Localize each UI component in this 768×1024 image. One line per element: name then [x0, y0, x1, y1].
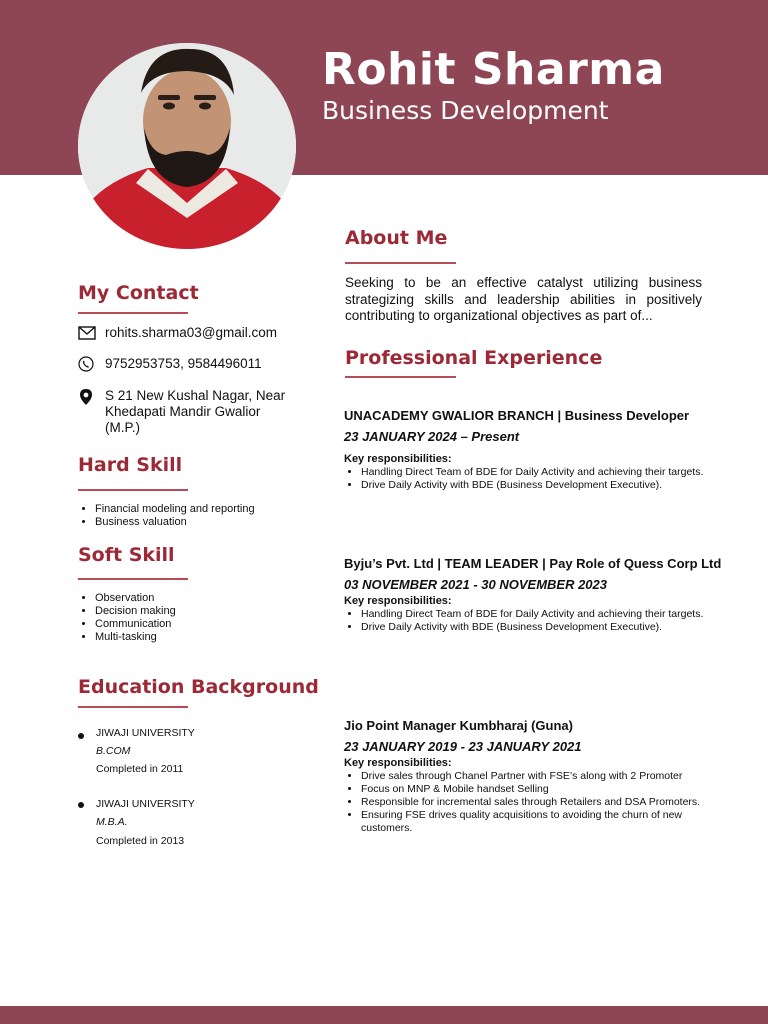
job-responsibility: • Drive sales through Chanel Partner with FSE’s along with 2 Promoter: [361, 770, 721, 783]
about-text: Seeking to be an effective catalyst utilizing business strategizing skills and leadership abilities in positively contributing to organizational objectives as part of...: [345, 275, 702, 323]
soft-skill-item: • Multi-tasking: [95, 631, 176, 644]
job-title: Byju’s Pvt. Ltd | TEAM LEADER | Pay Role of Quess Corp Ltd: [344, 556, 722, 571]
hard-skill-list: [78, 503, 255, 529]
job-title: Jio Point Manager Kumbharaj (Guna): [344, 718, 573, 733]
soft-skill-item: • Decision making: [95, 605, 176, 618]
soft-skill-item: • Communication: [95, 618, 176, 631]
education-degree: B.COM: [96, 745, 131, 757]
job-responsibility: • Drive Daily Activity with BDE (Business Development Executive).: [361, 479, 721, 492]
job-responsibility: • Ensuring FSE drives quality acquisitions to avoiding the churn of new customers.: [361, 809, 721, 835]
about-heading: About Me: [345, 227, 448, 249]
contact-divider: [78, 312, 188, 314]
education-school: JIWAJI UNIVERSITY: [96, 727, 195, 739]
soft-skill-list: [78, 592, 176, 644]
profile-photo: [78, 43, 296, 249]
job-responsibilities-list: [344, 608, 721, 634]
footer-bar: [0, 1006, 768, 1024]
contact-heading: My Contact: [78, 282, 199, 304]
education-completed: Completed in 2011: [96, 763, 184, 775]
education-completed: Completed in 2013: [96, 835, 185, 847]
phone-icon: [78, 356, 94, 372]
soft-skill-heading: Soft Skill: [78, 544, 175, 566]
hard-skill-divider: [78, 489, 188, 491]
candidate-name: Rohit Sharma: [322, 44, 665, 95]
contact-email[interactable]: rohits.sharma03@gmail.com: [105, 325, 278, 340]
job-dates: 03 NOVEMBER 2021 - 30 NOVEMBER 2023: [344, 577, 607, 592]
experience-heading: Professional Experience: [345, 347, 603, 369]
contact-phone[interactable]: 9752953753, 9584496011: [105, 356, 262, 371]
soft-skill-divider: [78, 578, 188, 580]
location-pin-icon: [79, 388, 93, 406]
job-responsibilities-label: Key responsibilities:: [344, 757, 452, 769]
about-divider: [345, 262, 456, 264]
hard-skill-item: • Business valuation: [95, 516, 255, 529]
job-responsibility: • Handling Direct Team of BDE for Daily Activity and achieving their targets.: [361, 466, 721, 479]
job-responsibilities-label: Key responsibilities:: [344, 453, 452, 465]
mail-icon: [78, 326, 96, 340]
soft-skill-item: • Observation: [95, 592, 176, 605]
job-responsibility: • Drive Daily Activity with BDE (Business Development Executive).: [361, 621, 721, 634]
education-degree: M.B.A.: [96, 816, 128, 828]
job-dates: 23 JANUARY 2019 - 23 JANUARY 2021: [344, 739, 582, 754]
job-responsibility: • Handling Direct Team of BDE for Daily Activity and achieving their targets.: [361, 608, 721, 621]
job-dates: 23 JANUARY 2024 – Present: [344, 429, 520, 444]
education-heading: Education Background: [78, 676, 319, 698]
profile-photo-illustration: [78, 43, 296, 249]
job-responsibilities-list: [344, 770, 721, 835]
education-bullet: [78, 802, 84, 808]
candidate-title: Business Development: [322, 96, 609, 125]
job-title: UNACADEMY GWALIOR BRANCH | Business Developer: [344, 408, 690, 423]
job-responsibilities-label: Key responsibilities:: [344, 595, 452, 607]
hard-skill-heading: Hard Skill: [78, 454, 183, 476]
hard-skill-item: • Financial modeling and reporting: [95, 503, 255, 516]
job-responsibility: • Responsible for incremental sales through Retailers and DSA Promoters.: [361, 796, 721, 809]
job-responsibilities-list: [344, 466, 721, 492]
experience-divider: [345, 376, 456, 378]
education-divider: [78, 706, 188, 708]
contact-address: S 21 New Kushal Nagar, Near Khedapati Mandir Gwalior (M.P.): [105, 388, 286, 435]
education-school: JIWAJI UNIVERSITY: [96, 798, 195, 810]
education-bullet: [78, 733, 84, 739]
job-responsibility: • Focus on MNP & Mobile handset Selling: [361, 783, 721, 796]
